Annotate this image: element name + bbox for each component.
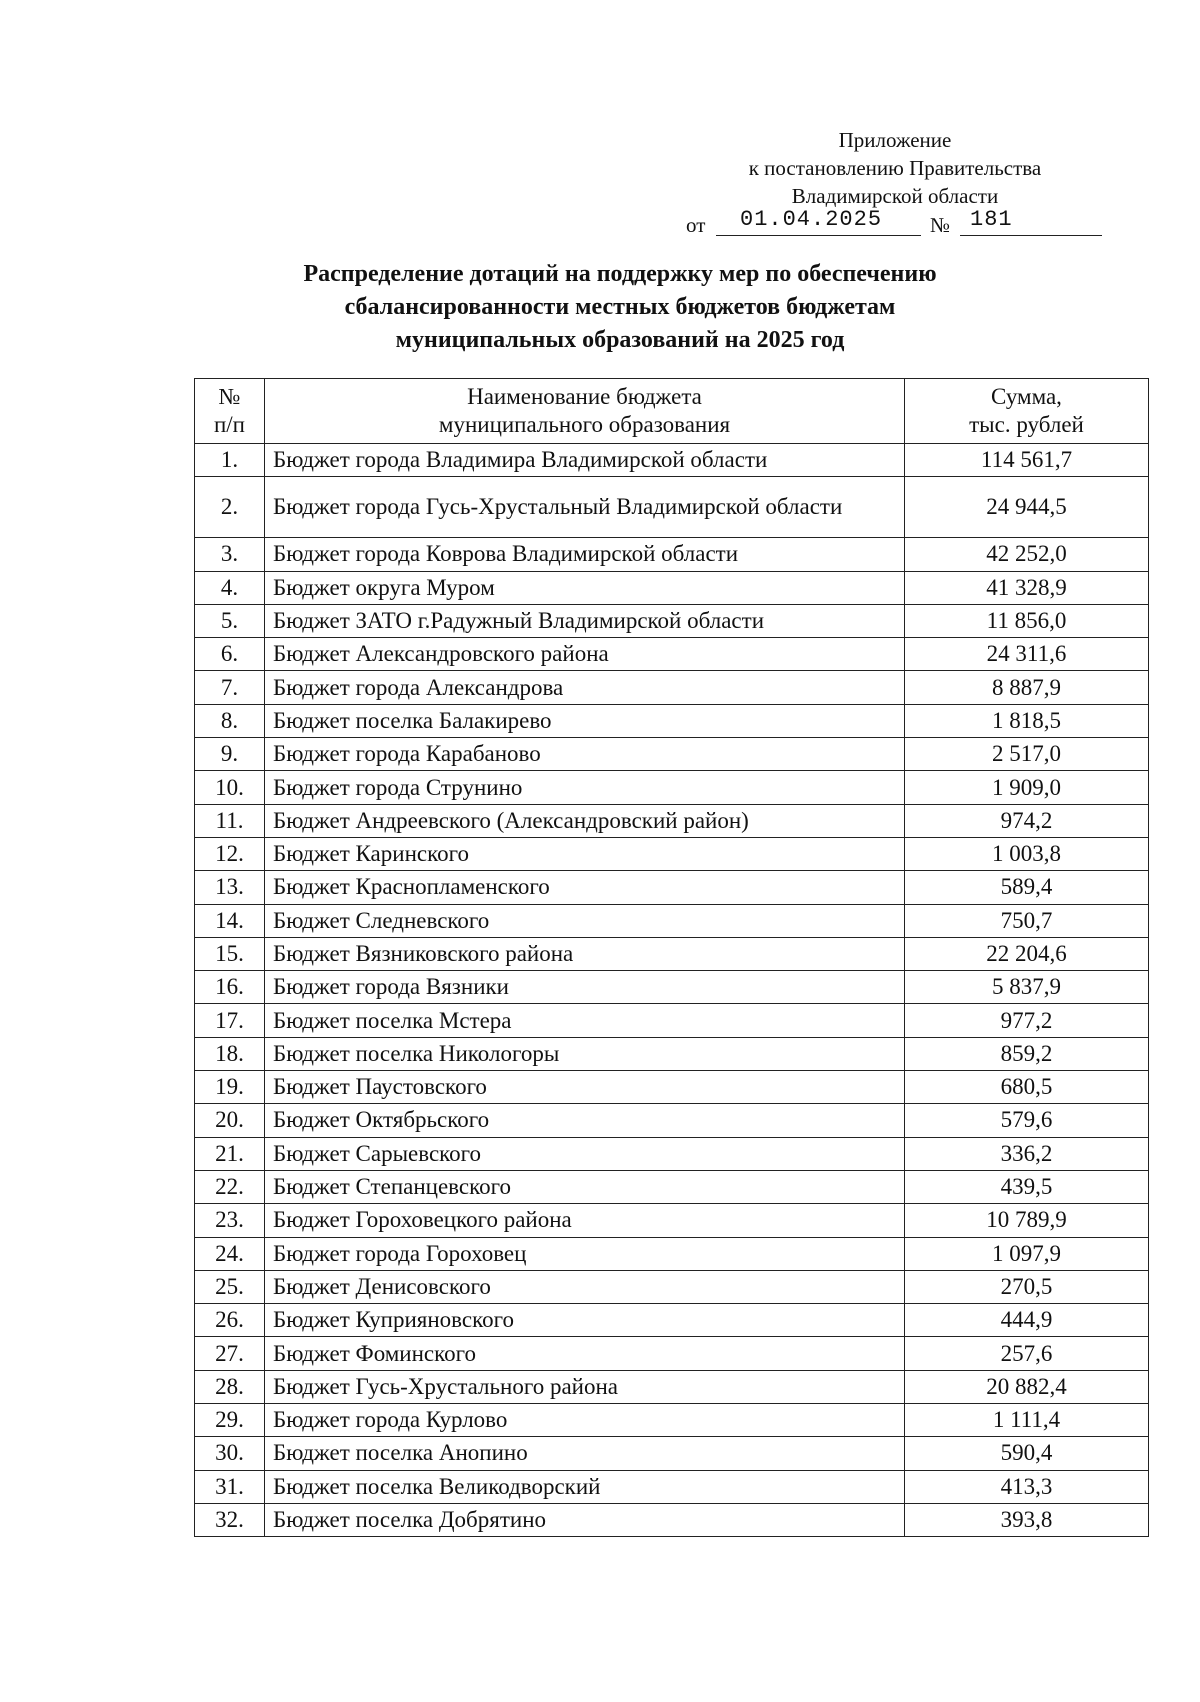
table-row [195, 604, 1149, 637]
row-budget-name: Бюджет Краснопламенского [265, 871, 905, 904]
row-budget-name: Бюджет Александровского района [265, 638, 905, 671]
table-row [195, 444, 1149, 477]
decree-reference [686, 207, 1106, 237]
row-number: 1. [195, 444, 265, 477]
table-row [195, 1204, 1149, 1237]
row-number: 14. [195, 904, 265, 937]
row-sum: 590,4 [905, 1437, 1149, 1470]
title-line: муниципальных образований на 2025 год [395, 327, 845, 353]
row-budget-name: Бюджет города Гусь-Хрустальный Владимирской области [265, 477, 905, 538]
table-row [195, 837, 1149, 870]
row-budget-name: Бюджет округа Муром [265, 571, 905, 604]
appendix-line: Приложение [838, 128, 952, 152]
decree-date: 01.04.2025 [740, 207, 883, 232]
row-budget-name: Бюджет Гороховецкого района [265, 1204, 905, 1237]
row-sum: 114 561,7 [905, 444, 1149, 477]
table-row [195, 904, 1149, 937]
row-budget-name: Бюджет Фоминского [265, 1337, 905, 1370]
row-number: 23. [195, 1204, 265, 1237]
row-sum: 5 837,9 [905, 971, 1149, 1004]
row-sum: 1 818,5 [905, 704, 1149, 737]
row-sum: 1 909,0 [905, 771, 1149, 804]
row-number: 31. [195, 1470, 265, 1503]
document-title [180, 258, 1060, 357]
row-budget-name: Бюджет города Александрова [265, 671, 905, 704]
row-budget-name: Бюджет города Вязники [265, 971, 905, 1004]
row-budget-name: Бюджет города Владимира Владимирской области [265, 444, 905, 477]
row-number: 19. [195, 1071, 265, 1104]
row-budget-name: Бюджет Сарыевского [265, 1137, 905, 1170]
row-sum: 2 517,0 [905, 738, 1149, 771]
row-number: 7. [195, 671, 265, 704]
row-number: 24. [195, 1237, 265, 1270]
table-row [195, 1337, 1149, 1370]
appendix-block [690, 126, 1100, 210]
table-row [195, 704, 1149, 737]
row-number: 28. [195, 1370, 265, 1403]
row-number: 30. [195, 1437, 265, 1470]
row-budget-name: Бюджет города Курлово [265, 1404, 905, 1437]
row-budget-name: Бюджет города Карабаново [265, 738, 905, 771]
row-sum: 257,6 [905, 1337, 1149, 1370]
row-budget-name: Бюджет поселка Балакирево [265, 704, 905, 737]
row-budget-name: Бюджет поселка Добрятино [265, 1503, 905, 1536]
row-number: 4. [195, 571, 265, 604]
table-row [195, 571, 1149, 604]
row-sum: 11 856,0 [905, 604, 1149, 637]
table-row [195, 1470, 1149, 1503]
row-sum: 444,9 [905, 1304, 1149, 1337]
header-sum-line: тыс. рублей [969, 412, 1084, 437]
table-row [195, 738, 1149, 771]
table-row [195, 1170, 1149, 1203]
table-row [195, 671, 1149, 704]
row-budget-name: Бюджет города Гороховец [265, 1237, 905, 1270]
row-sum: 24 944,5 [905, 477, 1149, 538]
table-row [195, 804, 1149, 837]
row-budget-name: Бюджет поселка Великодворский [265, 1470, 905, 1503]
header-name [265, 379, 905, 444]
table-row [195, 1004, 1149, 1037]
table-row [195, 1304, 1149, 1337]
table-row [195, 1037, 1149, 1070]
row-sum: 750,7 [905, 904, 1149, 937]
row-sum: 8 887,9 [905, 671, 1149, 704]
row-number: 26. [195, 1304, 265, 1337]
row-number: 11. [195, 804, 265, 837]
row-budget-name: Бюджет ЗАТО г.Радужный Владимирской области [265, 604, 905, 637]
appendix-line: к постановлению Правительства [748, 156, 1042, 180]
row-number: 6. [195, 638, 265, 671]
row-sum: 336,2 [905, 1137, 1149, 1170]
row-number: 20. [195, 1104, 265, 1137]
row-sum: 41 328,9 [905, 571, 1149, 604]
table-row [195, 477, 1149, 538]
table-row [195, 1503, 1149, 1536]
row-number: 17. [195, 1004, 265, 1037]
row-number: 12. [195, 837, 265, 870]
row-budget-name: Бюджет Каринского [265, 837, 905, 870]
row-budget-name: Бюджет Андреевского (Александровский район) [265, 804, 905, 837]
budget-table [194, 378, 1149, 1537]
row-number: 15. [195, 937, 265, 970]
table-row [195, 1370, 1149, 1403]
row-budget-name: Бюджет Гусь-Хрустального района [265, 1370, 905, 1403]
row-number: 13. [195, 871, 265, 904]
row-sum: 589,4 [905, 871, 1149, 904]
decree-number-label: № [930, 213, 951, 237]
row-budget-name: Бюджет Степанцевского [265, 1170, 905, 1203]
header-num-line: п/п [213, 412, 245, 437]
table-row [195, 1071, 1149, 1104]
decree-date-field [716, 207, 921, 236]
decree-number-field [960, 207, 1102, 236]
row-sum: 270,5 [905, 1270, 1149, 1303]
row-number: 2. [195, 477, 265, 538]
row-number: 18. [195, 1037, 265, 1070]
title-line: Распределение дотаций на поддержку мер по обеспечению [303, 261, 937, 287]
table-row [195, 871, 1149, 904]
row-sum: 579,6 [905, 1104, 1149, 1137]
table-row [195, 1437, 1149, 1470]
row-budget-name: Бюджет Паустовского [265, 1071, 905, 1104]
row-budget-name: Бюджет Следневского [265, 904, 905, 937]
row-budget-name: Бюджет поселка Мстера [265, 1004, 905, 1037]
row-budget-name: Бюджет Вязниковского района [265, 937, 905, 970]
title-line: сбалансированности местных бюджетов бюджетам [344, 294, 896, 320]
table-header-row [195, 379, 1149, 444]
row-sum: 42 252,0 [905, 538, 1149, 571]
table-row [195, 1104, 1149, 1137]
row-budget-name: Бюджет Куприяновского [265, 1304, 905, 1337]
decree-ot-label: от [686, 213, 706, 237]
row-budget-name: Бюджет города Коврова Владимирской области [265, 538, 905, 571]
row-sum: 1 097,9 [905, 1237, 1149, 1270]
row-sum: 859,2 [905, 1037, 1149, 1070]
table-row [195, 937, 1149, 970]
row-sum: 1 003,8 [905, 837, 1149, 870]
table-row [195, 638, 1149, 671]
row-number: 29. [195, 1404, 265, 1437]
row-sum: 680,5 [905, 1071, 1149, 1104]
row-sum: 22 204,6 [905, 937, 1149, 970]
row-number: 8. [195, 704, 265, 737]
header-name-line: Наименование бюджета [467, 384, 702, 409]
row-budget-name: Бюджет поселка Анопино [265, 1437, 905, 1470]
row-number: 16. [195, 971, 265, 1004]
row-number: 21. [195, 1137, 265, 1170]
header-num-line: № [218, 384, 241, 409]
table-row [195, 538, 1149, 571]
row-sum: 439,5 [905, 1170, 1149, 1203]
row-number: 32. [195, 1503, 265, 1536]
row-number: 3. [195, 538, 265, 571]
decree-number: 181 [970, 207, 1013, 232]
header-sum [905, 379, 1149, 444]
row-number: 10. [195, 771, 265, 804]
header-num [195, 379, 265, 444]
table-row [195, 1237, 1149, 1270]
row-sum: 1 111,4 [905, 1404, 1149, 1437]
row-budget-name: Бюджет Денисовского [265, 1270, 905, 1303]
row-sum: 393,8 [905, 1503, 1149, 1536]
table-row [195, 1137, 1149, 1170]
row-number: 9. [195, 738, 265, 771]
table-row [195, 1404, 1149, 1437]
table-row [195, 771, 1149, 804]
table-row [195, 1270, 1149, 1303]
row-sum: 20 882,4 [905, 1370, 1149, 1403]
header-name-line: муниципального образования [438, 412, 731, 437]
row-budget-name: Бюджет поселка Никологоры [265, 1037, 905, 1070]
row-sum: 413,3 [905, 1470, 1149, 1503]
table-row [195, 971, 1149, 1004]
appendix-line: Владимирской области [791, 184, 999, 208]
header-sum-line: Сумма, [991, 384, 1062, 409]
row-budget-name: Бюджет Октябрьского [265, 1104, 905, 1137]
row-sum: 974,2 [905, 804, 1149, 837]
row-number: 25. [195, 1270, 265, 1303]
row-number: 5. [195, 604, 265, 637]
row-sum: 10 789,9 [905, 1204, 1149, 1237]
row-budget-name: Бюджет города Струнино [265, 771, 905, 804]
row-sum: 977,2 [905, 1004, 1149, 1037]
row-sum: 24 311,6 [905, 638, 1149, 671]
row-number: 22. [195, 1170, 265, 1203]
row-number: 27. [195, 1337, 265, 1370]
